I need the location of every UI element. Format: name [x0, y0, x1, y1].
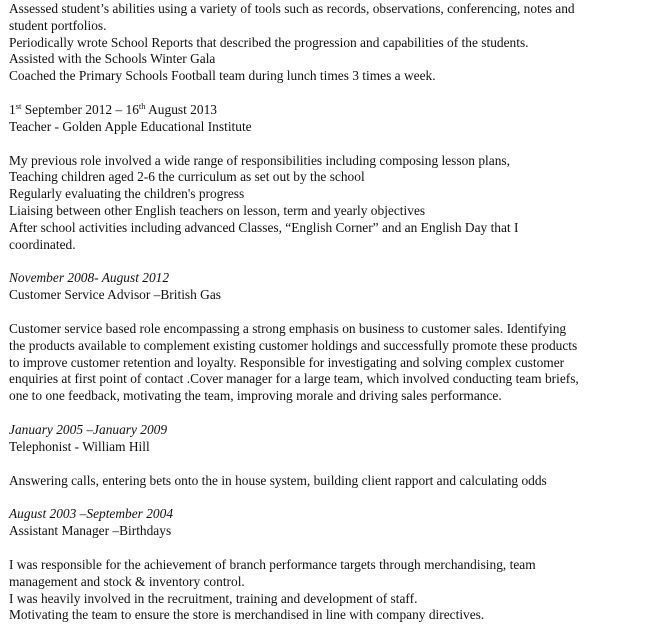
- british-gas-description-line: to improve customer retention and loyalty. Responsible for investigating and solving complex customer: [9, 354, 565, 370]
- teacher-duty: Regularly evaluating the children's progress: [9, 186, 245, 202]
- reports-line: Periodically wrote School Reports that described the progression and capabilities of the students.: [9, 34, 529, 50]
- spacer: [9, 136, 641, 153]
- cv-document: [9, 1, 641, 624]
- teacher-start-day: 1: [9, 101, 16, 117]
- british-gas-description-line: Customer service based role encompassing a strong emphasis on business to customer sales. Identifying: [9, 320, 567, 336]
- teacher-start-suffix: st: [15, 100, 22, 111]
- birthdays-description-line: I was heavily involved in the recruitment, training and development of staff.: [9, 590, 418, 606]
- teacher-duty: Teaching children aged 2-6 the curriculum as set out by the school: [9, 169, 365, 185]
- spacer: [9, 489, 641, 506]
- birthdays-description-line: Motivating the team to ensure the store is merchandised in line with company directives.: [9, 607, 485, 623]
- spacer: [9, 405, 641, 422]
- teacher-start-rest: September 2012 – 16: [21, 101, 139, 117]
- british-gas-description-line: the products available to complement existing customer holdings and successfully promote these products: [9, 337, 578, 353]
- william-hill-dates: January 2005 –January 2009: [9, 421, 168, 437]
- football-line: Coached the Primary Schools Football team during lunch times 3 times a week.: [9, 68, 436, 84]
- birthdays-dates: August 2003 –September 2004: [9, 506, 174, 522]
- william-hill-title: Telephonist - William Hill: [9, 438, 150, 454]
- teacher-duty: My previous role involved a wide range of responsibilities including composing lesson plans,: [9, 152, 510, 168]
- teacher-duty: After school activities including advanced Classes, “English Corner” and an English Day that I: [9, 219, 519, 235]
- spacer: [9, 304, 641, 321]
- teacher-end-rest: August 2013: [145, 101, 217, 117]
- birthdays-description-line: management and stock & inventory control.: [9, 573, 245, 589]
- teacher-duty: Liaising between other English teachers on lesson, term and yearly objectives: [9, 202, 426, 218]
- spacer: [9, 456, 641, 473]
- british-gas-dates: November 2008- August 2012: [9, 270, 170, 286]
- teacher-end-suffix: th: [138, 100, 146, 111]
- birthdays-title: Assistant Manager –Birthdays: [9, 523, 172, 539]
- spacer: [9, 253, 641, 270]
- spacer: [9, 85, 641, 102]
- birthdays-description-line: I was responsible for the achievement of branch performance targets through merchandising, team: [9, 556, 536, 572]
- spacer: [9, 540, 641, 557]
- british-gas-title: Customer Service Advisor –British Gas: [9, 287, 222, 303]
- teacher-duty: coordinated.: [9, 236, 76, 252]
- teacher-title: Teacher - Golden Apple Educational Institute: [9, 118, 252, 134]
- assessed-line-1: Assessed student’s abilities using a variety of tools such as records, observations, conferencing, notes and: [9, 1, 575, 16]
- william-hill-description: Answering calls, entering bets onto the in house system, building client rapport and calculating odds: [9, 472, 547, 488]
- assessed-line-2: student portfolios.: [9, 17, 107, 33]
- gala-line: Assisted with the Schools Winter Gala: [9, 51, 216, 67]
- british-gas-description-line: one to one feedback, motivating the team, improving morale and driving sales performance.: [9, 388, 502, 404]
- teacher-dates: [9, 102, 641, 119]
- british-gas-description-line: enquiries at first point of contact .Cover manager for a large team, which involved conducting team briefs,: [9, 371, 579, 387]
